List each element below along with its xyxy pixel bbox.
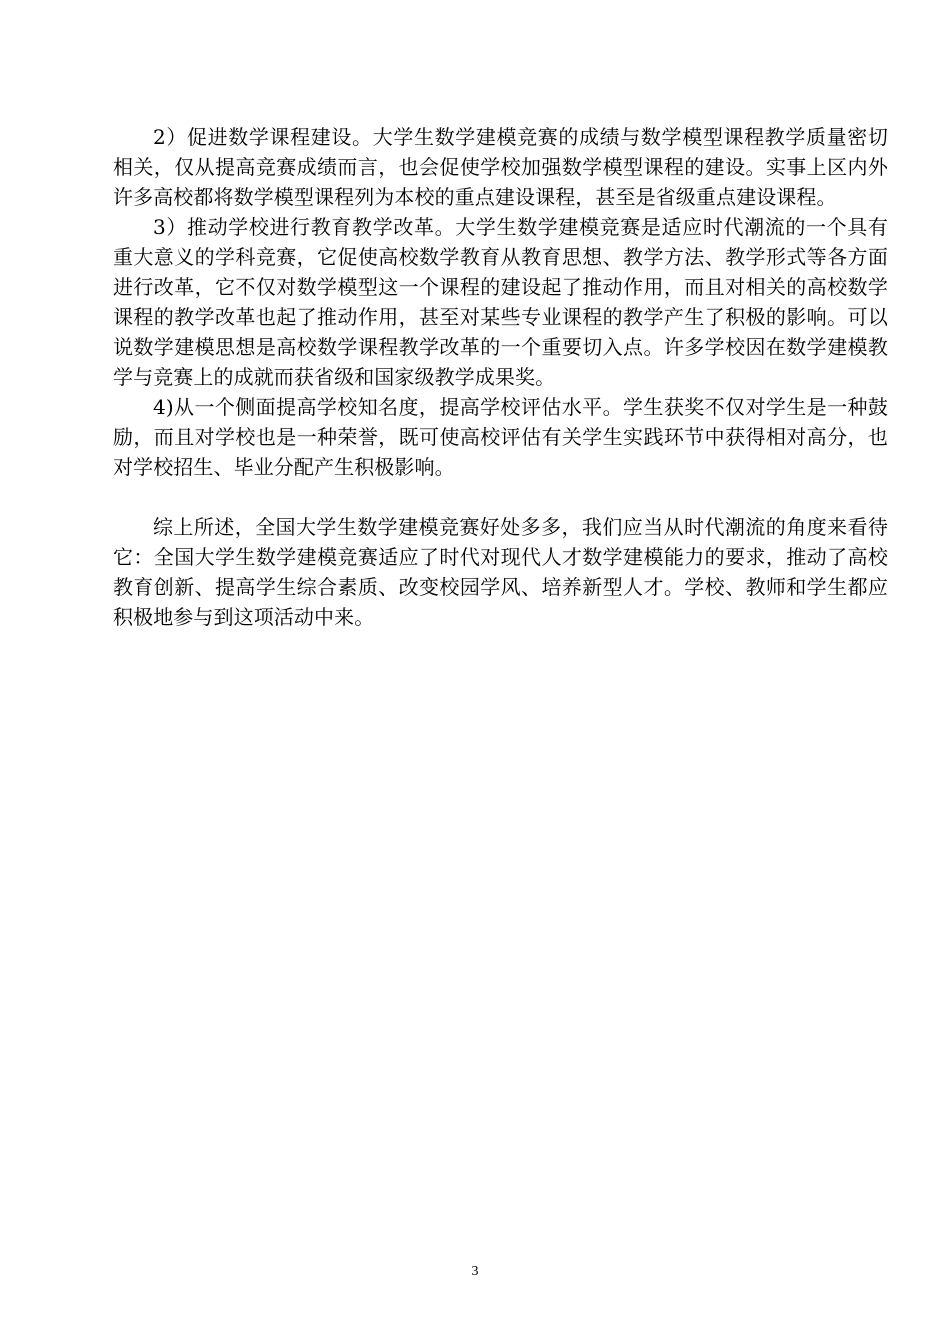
paragraph-spacer — [113, 482, 888, 512]
paragraph-teaching-reform: 3）推动学校进行教育教学改革。大学生数学建模竞赛是适应时代潮流的一个具有重大意义的学科竞赛，它促使高校数学教育从教育思想、教学方法、教学形式等各方面进行改革，它不仅对数学模型这一个课程的建设起了推动作用，而且对相关的高校数学课程的教学改革也起了推动作用，甚至对某些专业课程的教学产生了积极的影响。可以说数学建模思想是高校数学课程教学改革的一个重要切入点。许多学校因在数学建模教学与竞赛上的成就而获省级和国家级教学成果奖。 — [113, 215, 888, 389]
paragraph-conclusion: 综上所述，全国大学生数学建模竞赛好处多多，我们应当从时代潮流的角度来看待它：全国大学生数学建模竞赛适应了时代对现代人才数学建模能力的要求，推动了高校教育创新、提高学生综合素质、改变校园学风、培养新型人才。学校、教师和学生都应积极地参与到这项活动中来。 — [113, 515, 888, 629]
paragraph-course-construction: 2）促进数学课程建设。大学生数学建模竞赛的成绩与数学模型课程教学质量密切相关，仅从提高竞赛成绩而言，也会促使学校加强数学模型课程的建设。实事上区内外许多高校都将数学模型课程列为本校的重点建设课程，甚至是省级重点建设课程。 — [113, 125, 888, 209]
page-number: 3 — [471, 1264, 479, 1279]
paragraph-school-reputation: 4)从一个侧面提高学校知名度，提高学校评估水平。学生获奖不仅对学生是一种鼓励，而且对学校也是一种荣誉，既可使高校评估有关学生实践环节中获得相对高分，也对学校招生、毕业分配产生积极影响。 — [113, 395, 888, 479]
document-body — [113, 122, 888, 632]
